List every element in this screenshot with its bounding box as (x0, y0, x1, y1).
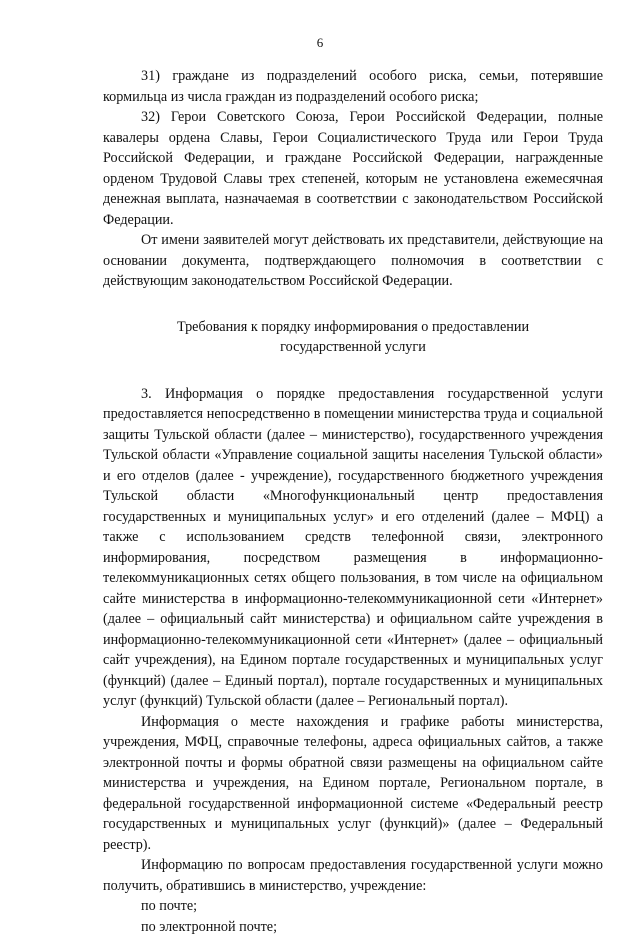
paragraph-item-3: 3. Информация о порядке предоставления государственной услуги предоставляется непосредственно в помещении министерства труда и социальной защиты Тульской области (далее – министерство), государственного учреждения Тульской области «Управление социальной защиты населения Тульской области» и его отделов (далее - учреждение), государственного бюджетного учреждения Тульской области «Многофункциональный центр предоставления государственных и муниципальных услуг» и его отделений (далее – МФЦ) а также с использованием средств телефонной связи, электронного информирования, посредством размещения в информационно-телекоммуникационных сетях общего пользования, в том числе на официальном сайте министерства в информационно-телекоммуникационной сети «Интернет» (далее – официальный сайт министерства) и официальном сайте учреждения в информационно-телекоммуникационной сети «Интернет» (далее – официальный сайт учреждения), на Едином портале государственных и муниципальных услуг (функций) (далее – Единый портал), портале государственных и муниципальных услуг (функций) Тульской области (далее – Региональный портал). (103, 384, 603, 712)
paragraph-item-32: 32) Герои Советского Союза, Герои Российской Федерации, полные кавалеры ордена Славы, Герои Социалистического Труда или Герои Труда Российской Федерации, и граждане Российской Федерации, награжденные орденом Трудовой Славы трех степеней, которым не установлена ежемесячная денежная выплата, назначаемая в соответствии с законодательством Российской Федерации. (103, 107, 603, 230)
document-body (103, 66, 603, 937)
section-heading: Требования к порядку информирования о предоставлении государственной услуги (143, 317, 563, 358)
paragraph-representatives: От имени заявителей могут действовать их представители, действующие на основании документа, подтверждающего полномочия в соответствии с действующим законодательством Российской Федерации. (103, 230, 603, 292)
page-number: 6 (0, 35, 640, 51)
paragraph-inquiry-methods: Информацию по вопросам предоставления государственной услуги можно получить, обратившись в министерство, учреждение: (103, 855, 603, 896)
paragraph-location-info: Информация о месте нахождения и графике работы министерства, учреждения, МФЦ, справочные телефоны, адреса официальных сайтов, а также электронной почты и формы обратной связи размещены на официальном сайте министерства и учреждения, на Едином портале, Региональном портале, в федеральной государственной информационной системе «Федеральный реестр государственных и муниципальных услуг (функций)» (далее – Федеральный реестр). (103, 712, 603, 856)
paragraph-item-31: 31) граждане из подразделений особого риска, семьи, потерявшие кормильца из числа граждан из подразделений особого риска; (103, 66, 603, 107)
list-item: по почте; (103, 896, 603, 917)
list-item: по электронной почте; (103, 917, 603, 937)
